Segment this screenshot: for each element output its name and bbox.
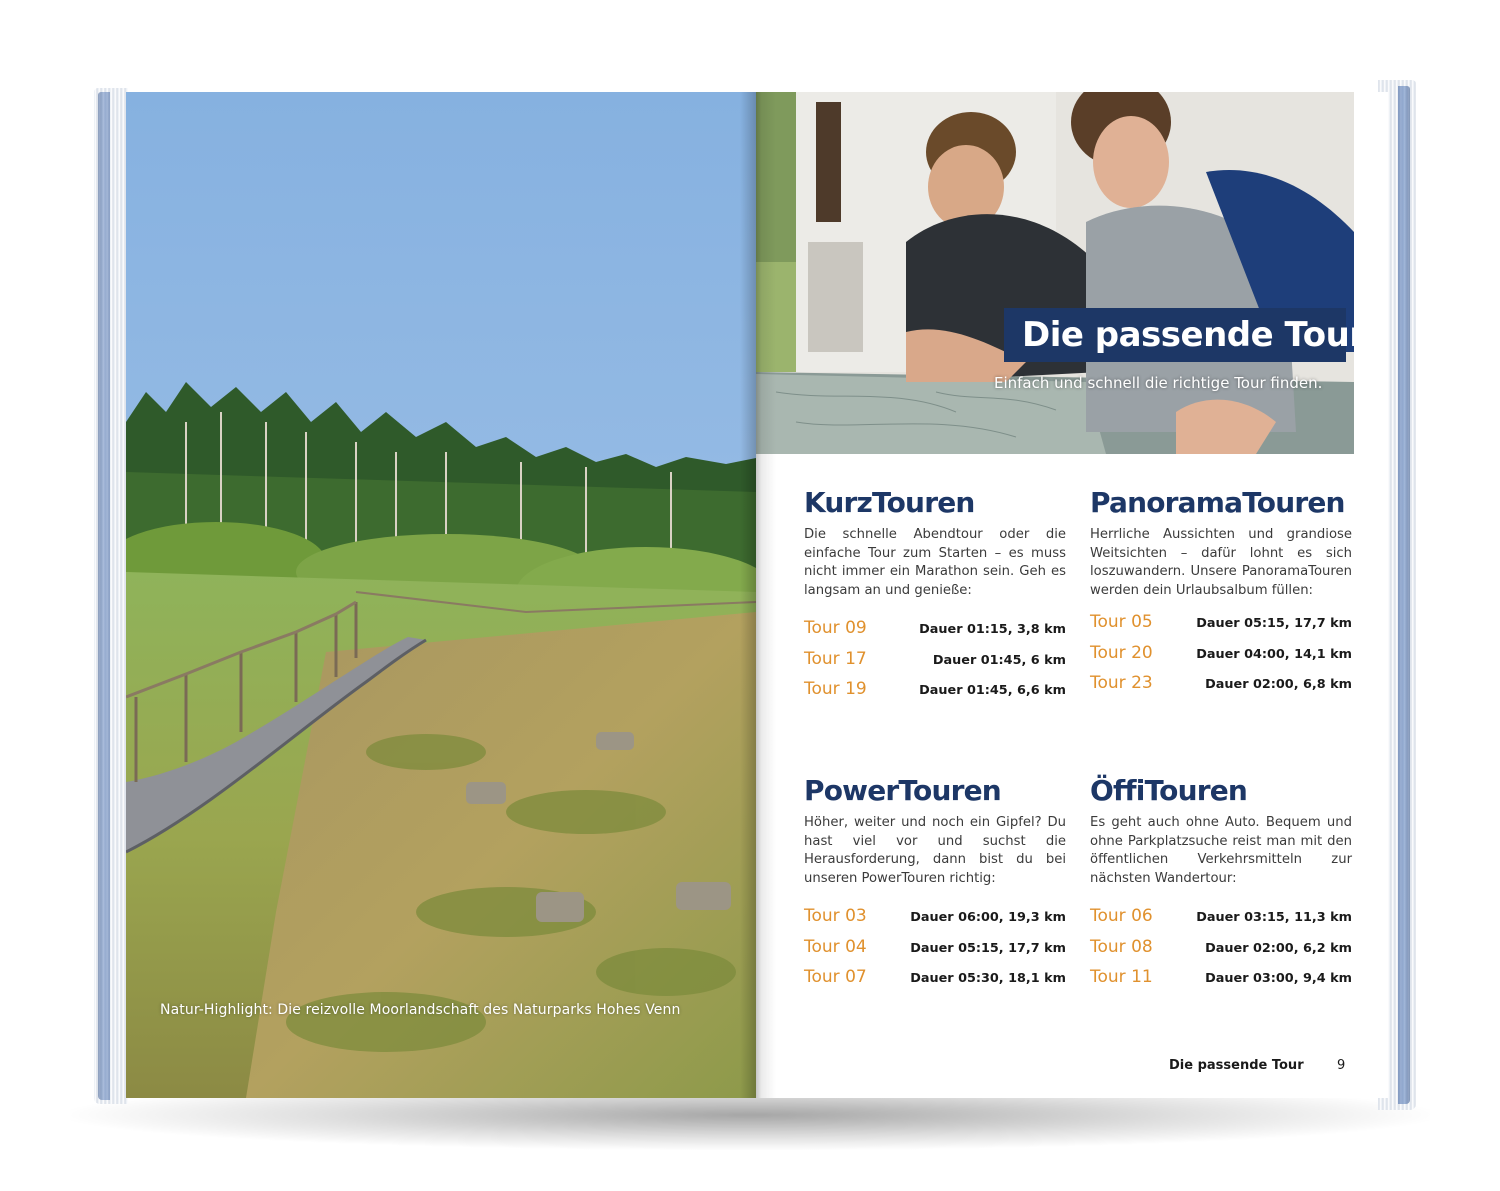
running-footer-title: Die passende Tour [1169, 1058, 1304, 1073]
tour-duration-distance: Dauer 05:30, 18,1 km [910, 971, 1066, 986]
tour-name: Tour 05 [1090, 612, 1153, 632]
tour-list [1090, 906, 1352, 998]
tour-row [1090, 967, 1352, 998]
tour-row [1090, 937, 1352, 968]
tour-name: Tour 19 [804, 679, 867, 699]
tour-row [1090, 643, 1352, 674]
left-cover-edge [98, 92, 110, 1100]
section-description: Es geht auch ohne Auto. Bequem und ohne Parkplatzsuche reist man mit den öffentlichen Verkehrsmitteln zur nächsten Wandertour: [1090, 815, 1352, 886]
right-page [756, 92, 1388, 1098]
section-banner-title: Die passende Tour [1004, 308, 1346, 362]
tour-duration-distance: Dauer 01:45, 6 km [932, 652, 1066, 668]
oeffitouren-section [1090, 774, 1352, 998]
tour-duration-distance: Dauer 03:15, 11,3 km [1196, 910, 1352, 925]
tour-name: Tour 23 [1090, 673, 1153, 693]
hikers-map-photo [756, 92, 1354, 454]
tour-duration-distance: Dauer 05:15, 17,7 km [910, 940, 1066, 956]
page-number: 9 [1337, 1058, 1346, 1073]
section-heading: PanoramaTouren [1090, 486, 1345, 519]
tour-duration-distance: Dauer 06:00, 19,3 km [910, 910, 1066, 925]
tour-row [804, 906, 1066, 937]
tour-row [804, 967, 1066, 998]
tour-row [1090, 673, 1352, 704]
section-subtitle: Einfach und schnell die richtige Tour finden. [994, 374, 1323, 392]
panoramatouren-section [1090, 486, 1352, 704]
tour-duration-distance: Dauer 03:00, 9,4 km [1205, 971, 1352, 986]
tour-list [804, 906, 1066, 998]
tour-list [1090, 612, 1352, 704]
section-description: Herrliche Aussichten und grandiose Weitsichten – dafür lohnt es sich loszuwandern. Unsere PanoramaTouren werden dein Urlaubsalbum füllen: [1090, 527, 1352, 598]
powertouren-section [804, 774, 1066, 998]
tour-name: Tour 03 [804, 906, 867, 926]
section-description: Höher, weiter und noch ein Gipfel? Du hast viel vor und suchst die Herausforderung, dann bist du bei unseren PowerTouren richtig: [804, 815, 1066, 886]
tour-row [1090, 906, 1352, 937]
tour-name: Tour 09 [804, 618, 867, 638]
tour-duration-distance: Dauer 05:15, 17,7 km [1196, 616, 1352, 631]
right-cover-edge [1398, 86, 1410, 1104]
tour-duration-distance: Dauer 01:15, 3,8 km [919, 622, 1066, 637]
book-gutter-shadow [740, 92, 776, 1098]
tour-name: Tour 07 [804, 967, 867, 987]
tour-name: Tour 06 [1090, 906, 1153, 926]
tour-row [1090, 612, 1352, 643]
tour-duration-distance: Dauer 01:45, 6,6 km [919, 683, 1066, 698]
section-heading: PowerTouren [804, 774, 1001, 807]
tour-name: Tour 11 [1090, 967, 1153, 987]
tour-row [804, 937, 1066, 968]
tour-name: Tour 08 [1090, 936, 1153, 957]
tour-duration-distance: Dauer 02:00, 6,8 km [1205, 677, 1352, 692]
moor-landscape-photo [126, 92, 756, 1098]
tour-list [804, 618, 1066, 710]
tour-name: Tour 17 [804, 648, 867, 669]
tour-duration-distance: Dauer 02:00, 6,2 km [1205, 940, 1352, 956]
tour-row [804, 649, 1066, 680]
tour-duration-distance: Dauer 04:00, 14,1 km [1196, 646, 1352, 662]
section-heading: ÖffiTouren [1090, 774, 1248, 807]
kurztouren-section [804, 486, 1066, 710]
section-heading: KurzTouren [804, 486, 975, 519]
section-description: Die schnelle Abendtour oder die einfache Tour zum Starten – es muss nicht immer ein Marathon sein. Geh es langsam an und genieße: [804, 527, 1066, 598]
photo-caption: Natur-Highlight: Die reizvolle Moorlandschaft des Naturparks Hohes Venn [160, 1002, 681, 1018]
tour-row [804, 679, 1066, 710]
tour-name: Tour 04 [804, 936, 867, 957]
tour-row [804, 618, 1066, 649]
tour-name: Tour 20 [1090, 642, 1153, 663]
